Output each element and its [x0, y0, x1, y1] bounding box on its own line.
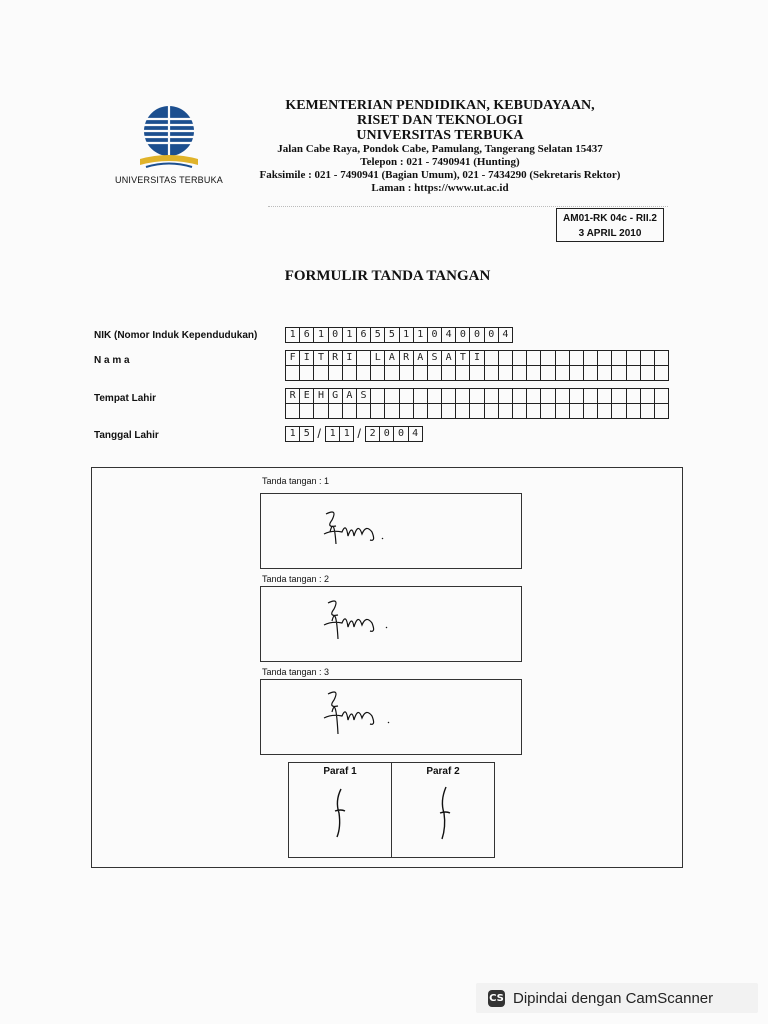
char-cell[interactable] [356, 350, 371, 366]
ministry-line2: RISET DAN TEKNOLOGI [357, 113, 523, 128]
char-cell[interactable] [583, 350, 598, 366]
signature-box-3[interactable] [260, 679, 522, 755]
char-cell[interactable] [583, 403, 598, 419]
paraf-1-cell[interactable] [289, 763, 391, 857]
char-cell[interactable]: T [455, 350, 470, 366]
year-grid[interactable] [365, 426, 422, 442]
day-grid[interactable] [285, 426, 313, 442]
char-cell[interactable] [342, 403, 357, 419]
char-cell[interactable] [484, 365, 499, 381]
char-cell[interactable] [399, 388, 414, 404]
char-cell[interactable] [313, 365, 328, 381]
char-cell[interactable] [640, 365, 655, 381]
char-cell[interactable]: 0 [427, 327, 442, 343]
paraf-2-label: Paraf 2 [426, 766, 460, 777]
char-cell[interactable] [498, 403, 513, 419]
char-cell[interactable] [441, 388, 456, 404]
tempat-lahir-label: Tempat Lahir [94, 393, 157, 404]
char-cell[interactable] [455, 365, 470, 381]
char-cell[interactable] [370, 403, 385, 419]
char-cell[interactable] [370, 365, 385, 381]
char-cell[interactable]: A [413, 350, 428, 366]
char-cell[interactable]: 1 [413, 327, 428, 343]
char-cell[interactable]: 0 [328, 327, 343, 343]
signature-label-3: Tanda tangan : 3 [262, 667, 330, 677]
char-cell[interactable] [384, 365, 399, 381]
signature-label-2: Tanda tangan : 2 [262, 574, 330, 584]
char-cell[interactable] [540, 350, 555, 366]
char-cell[interactable]: 5 [384, 327, 399, 343]
char-cell[interactable] [654, 350, 669, 366]
char-cell[interactable] [413, 388, 428, 404]
tempat-grid-row2[interactable] [285, 403, 668, 419]
char-cell[interactable] [626, 350, 641, 366]
char-cell[interactable]: A [342, 388, 357, 404]
char-cell[interactable] [356, 365, 371, 381]
char-cell[interactable] [455, 403, 470, 419]
ministry-line1: KEMENTERIAN PENDIDIKAN, KEBUDAYAAN, [285, 98, 595, 113]
char-cell[interactable] [526, 365, 541, 381]
char-cell[interactable]: 1 [285, 426, 300, 442]
char-cell[interactable]: 1 [339, 426, 354, 442]
document-reference [556, 208, 664, 242]
char-cell[interactable]: 1 [399, 327, 414, 343]
char-cell[interactable] [512, 388, 527, 404]
char-cell[interactable]: I [299, 350, 314, 366]
char-cell[interactable] [399, 403, 414, 419]
char-cell[interactable] [597, 388, 612, 404]
website: Laman : https://www.ut.ac.id [371, 182, 509, 194]
signature-3-image [316, 688, 406, 746]
char-cell[interactable] [526, 350, 541, 366]
date-separator: / [317, 426, 321, 441]
char-cell[interactable] [611, 365, 626, 381]
char-cell[interactable]: 5 [370, 327, 385, 343]
char-cell[interactable] [512, 403, 527, 419]
char-cell[interactable] [640, 350, 655, 366]
char-cell[interactable]: R [285, 388, 300, 404]
char-cell[interactable] [498, 350, 513, 366]
char-cell[interactable] [540, 365, 555, 381]
char-cell[interactable] [512, 365, 527, 381]
char-cell[interactable] [512, 350, 527, 366]
char-cell[interactable]: 0 [393, 426, 408, 442]
char-cell[interactable] [611, 403, 626, 419]
char-cell[interactable] [626, 388, 641, 404]
signature-1-image [316, 502, 406, 560]
char-cell[interactable] [569, 403, 584, 419]
month-grid[interactable] [325, 426, 353, 442]
char-cell[interactable] [384, 388, 399, 404]
char-cell[interactable] [356, 403, 371, 419]
char-cell[interactable] [285, 365, 300, 381]
char-cell[interactable]: G [328, 388, 343, 404]
camscanner-icon: CS [488, 990, 505, 1007]
camscanner-badge [476, 983, 758, 1013]
char-cell[interactable] [299, 403, 314, 419]
char-cell[interactable] [441, 365, 456, 381]
char-cell[interactable] [342, 365, 357, 381]
char-cell[interactable] [583, 365, 598, 381]
char-cell[interactable] [484, 350, 499, 366]
char-cell[interactable] [569, 365, 584, 381]
char-cell[interactable]: 1 [325, 426, 340, 442]
doc-date: 3 APRIL 2010 [578, 228, 642, 239]
doc-code: AM01-RK 04c - RII.2 [563, 213, 657, 224]
char-cell[interactable]: R [328, 350, 343, 366]
header-divider [268, 206, 668, 207]
char-cell[interactable] [413, 403, 428, 419]
char-cell[interactable] [328, 365, 343, 381]
char-cell[interactable] [399, 365, 414, 381]
char-cell[interactable] [569, 350, 584, 366]
char-cell[interactable]: 0 [484, 327, 499, 343]
char-cell[interactable] [597, 365, 612, 381]
char-cell[interactable]: E [299, 388, 314, 404]
char-cell[interactable] [498, 388, 513, 404]
char-cell[interactable]: A [384, 350, 399, 366]
paraf-2-image [422, 783, 462, 843]
char-cell[interactable] [455, 388, 470, 404]
char-cell[interactable] [469, 365, 484, 381]
char-cell[interactable]: 0 [469, 327, 484, 343]
nik-label: NIK (Nomor Induk Kependudukan) [94, 330, 258, 341]
char-cell[interactable] [555, 388, 570, 404]
char-cell[interactable] [370, 388, 385, 404]
char-cell[interactable] [654, 388, 669, 404]
char-cell[interactable]: F [285, 350, 300, 366]
fax: Faksimile : 021 - 7490941 (Bagian Umum), 021 - 7434290 (Sekretaris Rektor) [259, 169, 621, 181]
char-cell[interactable]: H [313, 388, 328, 404]
logo-caption: UNIVERSITAS TERBUKA [115, 175, 223, 185]
paraf-2-cell[interactable] [391, 763, 494, 857]
char-cell[interactable] [654, 365, 669, 381]
tempat-grid-row1[interactable] [285, 388, 668, 404]
char-cell[interactable] [611, 350, 626, 366]
char-cell[interactable] [540, 388, 555, 404]
char-cell[interactable] [498, 365, 513, 381]
nama-grid-row1[interactable] [285, 350, 668, 366]
char-cell[interactable]: 0 [455, 327, 470, 343]
signature-box-2[interactable] [260, 586, 522, 662]
char-cell[interactable]: I [342, 350, 357, 366]
char-cell[interactable] [611, 388, 626, 404]
tanggal-lahir-field[interactable] [285, 426, 422, 442]
char-cell[interactable] [469, 403, 484, 419]
char-cell[interactable] [328, 403, 343, 419]
char-cell[interactable]: 4 [498, 327, 513, 343]
char-cell[interactable] [626, 403, 641, 419]
address: Jalan Cabe Raya, Pondok Cabe, Pamulang, Tangerang Selatan 15437 [277, 143, 603, 155]
char-cell[interactable] [526, 403, 541, 419]
char-cell[interactable] [540, 403, 555, 419]
char-cell[interactable] [555, 350, 570, 366]
char-cell[interactable]: A [441, 350, 456, 366]
char-cell[interactable]: 6 [299, 327, 314, 343]
char-cell[interactable]: 1 [342, 327, 357, 343]
char-cell[interactable] [555, 365, 570, 381]
char-cell[interactable] [597, 350, 612, 366]
char-cell[interactable] [640, 388, 655, 404]
date-separator: / [357, 426, 361, 441]
char-cell[interactable]: T [313, 350, 328, 366]
char-cell[interactable]: 6 [356, 327, 371, 343]
char-cell[interactable] [484, 388, 499, 404]
char-cell[interactable]: 4 [441, 327, 456, 343]
char-cell[interactable] [299, 365, 314, 381]
char-cell[interactable]: I [469, 350, 484, 366]
nama-label: N a m a [94, 355, 130, 366]
char-cell[interactable] [427, 388, 442, 404]
nama-grid-row2[interactable] [285, 365, 668, 381]
paraf-1-label: Paraf 1 [323, 766, 357, 777]
char-cell[interactable]: S [356, 388, 371, 404]
university-name: UNIVERSITAS TERBUKA [356, 128, 524, 143]
char-cell[interactable]: 1 [285, 327, 300, 343]
char-cell[interactable] [654, 403, 669, 419]
paraf-1-image [319, 783, 359, 843]
char-cell[interactable] [469, 388, 484, 404]
char-cell[interactable]: 4 [408, 426, 423, 442]
char-cell[interactable]: L [370, 350, 385, 366]
char-cell[interactable] [569, 388, 584, 404]
signature-box-1[interactable] [260, 493, 522, 569]
char-cell[interactable] [597, 403, 612, 419]
paraf-box [288, 762, 495, 858]
char-cell[interactable]: 1 [313, 327, 328, 343]
char-cell[interactable] [413, 365, 428, 381]
char-cell[interactable] [555, 403, 570, 419]
char-cell[interactable] [626, 365, 641, 381]
letterhead [240, 98, 640, 195]
char-cell[interactable] [484, 403, 499, 419]
char-cell[interactable]: 0 [379, 426, 394, 442]
char-cell[interactable] [441, 403, 456, 419]
char-cell[interactable] [427, 403, 442, 419]
char-cell[interactable] [583, 388, 598, 404]
form-title: FORMULIR TANDA TANGAN [284, 268, 491, 284]
phone: Telepon : 021 - 7490941 (Hunting) [360, 156, 520, 168]
char-cell[interactable]: R [399, 350, 414, 366]
char-cell[interactable] [427, 365, 442, 381]
char-cell[interactable] [313, 403, 328, 419]
signature-2-image [316, 595, 406, 653]
char-cell[interactable] [526, 388, 541, 404]
char-cell[interactable] [384, 403, 399, 419]
nik-grid[interactable] [285, 327, 512, 343]
signature-label-1: Tanda tangan : 1 [262, 476, 330, 486]
camscanner-text: Dipindai dengan CamScanner [513, 989, 714, 1007]
char-cell[interactable] [640, 403, 655, 419]
char-cell[interactable]: 5 [299, 426, 314, 442]
char-cell[interactable]: S [427, 350, 442, 366]
char-cell[interactable]: 2 [365, 426, 380, 442]
tanggal-lahir-label: Tanggal Lahir [94, 430, 159, 441]
char-cell[interactable] [285, 403, 300, 419]
